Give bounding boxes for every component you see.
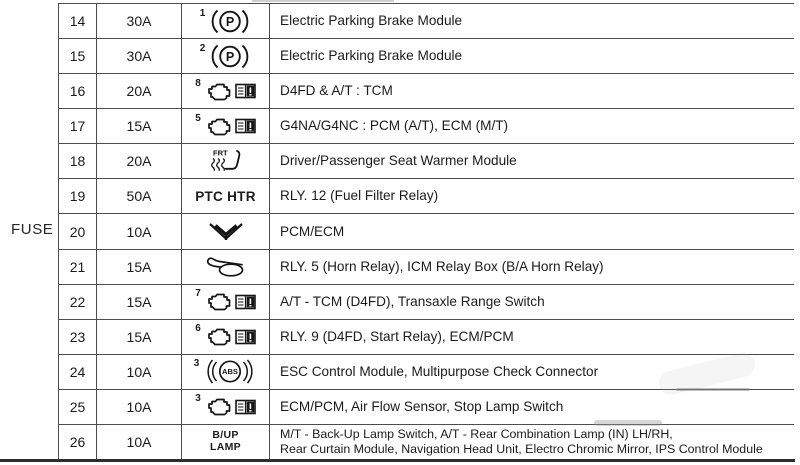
fuse-number: 26	[59, 425, 97, 459]
fuse-amperage: 10A	[97, 390, 182, 424]
fuse-icon-cell	[182, 425, 270, 459]
fuse-amperage: 10A	[97, 355, 182, 389]
fuse-icon-cell	[182, 4, 270, 38]
table-row	[59, 425, 794, 460]
description-line: Driver/Passenger Seat Warmer Module	[280, 153, 517, 169]
check-engine-icon	[205, 82, 232, 101]
description-line: D4FD & A/T : TCM	[280, 83, 393, 99]
fuse-description	[270, 109, 794, 143]
table-row	[59, 74, 794, 109]
owners-manual-book-icon	[235, 83, 256, 99]
fuse-amperage: 15A	[97, 109, 182, 143]
fuse-number: 16	[59, 74, 97, 108]
icon-index-superscript: 3	[195, 393, 201, 405]
description-line: Rear Curtain Module, Navigation Head Unit, Electro Chromic Mirror, IPS Control Module	[280, 441, 763, 456]
description-line: M/T - Back-Up Lamp Switch, A/T - Rear Combination Lamp (IN) LH/RH,	[280, 427, 673, 442]
icon-group	[208, 221, 244, 242]
fuse-number: 25	[59, 390, 97, 424]
fuse-icon-cell	[182, 74, 270, 108]
fuse-number: 21	[59, 250, 97, 284]
fuse-description	[270, 74, 794, 108]
fuse-description	[270, 144, 794, 178]
fuse-icon-cell	[182, 285, 270, 319]
table-row	[59, 109, 794, 144]
fuse-number: 17	[59, 109, 97, 143]
fuse-number: 24	[59, 355, 97, 389]
owners-manual-book-icon	[235, 118, 256, 134]
table-row	[59, 285, 794, 320]
wiper-icon	[208, 221, 244, 242]
icon-index-superscript: 5	[195, 112, 201, 124]
icon-index-superscript: 1	[199, 7, 206, 19]
description-line: RLY. 9 (D4FD, Start Relay), ECM/PCM	[280, 328, 514, 344]
fuse-description	[270, 390, 794, 424]
fuse-icon-cell	[182, 320, 270, 354]
icon-index-superscript: 2	[199, 42, 206, 54]
fuse-description	[270, 39, 794, 73]
fuse-amperage: 30A	[97, 4, 182, 38]
check-engine-icon	[205, 327, 232, 346]
icon-group	[195, 112, 256, 136]
fuse-description	[270, 214, 794, 248]
fuse-amperage: 10A	[97, 214, 182, 248]
icon-group	[195, 77, 256, 101]
table-row	[59, 144, 794, 179]
fuse-description	[270, 4, 794, 38]
icon-group	[200, 43, 252, 70]
fuse-amperage: 20A	[97, 74, 182, 108]
parking-brake-icon	[209, 8, 251, 35]
scan-artifact	[676, 388, 750, 391]
fuse-amperage: 30A	[97, 39, 182, 73]
table-row	[59, 214, 794, 249]
icon-index-superscript: 7	[195, 288, 201, 300]
ptc-heater-label: PTC HTR	[195, 188, 256, 204]
table-row	[59, 320, 794, 355]
icon-group	[210, 430, 241, 453]
svg-text:ABS: ABS	[222, 367, 239, 377]
fuse-amperage: 15A	[97, 320, 182, 354]
fuse-description	[270, 250, 794, 284]
description-line: G4NA/G4NC : PCM (A/T), ECM (M/T)	[280, 118, 509, 134]
fuse-description	[270, 179, 794, 213]
check-engine-icon	[205, 117, 232, 136]
description-line: A/T - TCM (D4FD), Transaxle Range Switch	[280, 293, 545, 309]
fuse-icon-cell	[182, 355, 270, 389]
scan-artifact	[252, 0, 394, 2]
abs-icon	[203, 358, 257, 385]
icon-group	[195, 323, 256, 346]
description-line: RLY. 12 (Fuel Filter Relay)	[280, 188, 439, 204]
scan-artifact	[594, 420, 662, 426]
description-line: RLY. 5 (Horn Relay), ICM Relay Box (B/A Horn Relay)	[280, 258, 604, 274]
fuse-icon-cell	[182, 250, 270, 284]
check-engine-icon	[205, 292, 232, 311]
fuse-icon-cell	[182, 144, 270, 178]
fuse-amperage: 10A	[97, 425, 182, 459]
icon-group	[200, 8, 252, 35]
icon-group	[205, 255, 247, 278]
fuse-icon-cell	[182, 214, 270, 248]
icon-index-superscript: 6	[195, 323, 201, 335]
fuse-icon-cell	[182, 179, 270, 213]
fuse-amperage: 15A	[97, 250, 182, 284]
description-line: ESC Control Module, Multipurpose Check Connector	[280, 363, 599, 379]
fuse-number: 23	[59, 320, 97, 354]
owners-manual-book-icon	[235, 329, 256, 345]
fuse-amperage: 50A	[97, 179, 182, 213]
table-row	[59, 39, 794, 74]
owners-manual-book-icon	[235, 294, 256, 310]
description-line: Electric Parking Brake Module	[280, 48, 463, 64]
table-row	[59, 250, 794, 285]
icon-group	[195, 393, 256, 416]
fuse-description	[270, 425, 794, 459]
svg-text:P: P	[226, 49, 235, 64]
fuse-icon-cell	[182, 390, 270, 424]
icon-index-superscript: 8	[195, 77, 201, 89]
icon-group	[194, 358, 258, 385]
fuse-number: 15	[59, 39, 97, 73]
fuse-description	[270, 285, 794, 319]
table-row	[59, 4, 794, 39]
icon-group	[206, 148, 246, 174]
fuse-amperage: 15A	[97, 285, 182, 319]
svg-text:FRT: FRT	[212, 148, 228, 158]
table-bottom-rule	[0, 459, 795, 462]
fuse-description	[270, 320, 794, 354]
fuse-side-label: FUSE	[11, 221, 54, 238]
fuse-number: 18	[59, 144, 97, 178]
description-line: Electric Parking Brake Module	[280, 13, 463, 29]
description-line: PCM/ECM	[280, 223, 345, 239]
seat-warmer-icon	[206, 148, 246, 174]
svg-text:P: P	[226, 14, 235, 29]
horn-icon	[205, 255, 247, 278]
parking-brake-icon	[209, 43, 251, 70]
fuse-amperage: 20A	[97, 144, 182, 178]
check-engine-icon	[205, 397, 232, 416]
table-row	[59, 179, 794, 214]
fuse-number: 22	[59, 285, 97, 319]
fuse-number: 20	[59, 214, 97, 248]
fuse-number: 14	[59, 4, 97, 38]
fuse-icon-cell	[182, 109, 270, 143]
backup-lamp-label: B/UP LAMP	[210, 429, 241, 453]
icon-index-superscript: 3	[193, 358, 200, 370]
icon-group	[195, 189, 256, 204]
fuse-number: 19	[59, 179, 97, 213]
icon-group	[195, 288, 256, 311]
fuse-icon-cell	[182, 39, 270, 73]
owners-manual-book-icon	[235, 399, 256, 415]
description-line: ECM/PCM, Air Flow Sensor, Stop Lamp Switch	[280, 398, 564, 414]
table-row	[59, 390, 794, 425]
